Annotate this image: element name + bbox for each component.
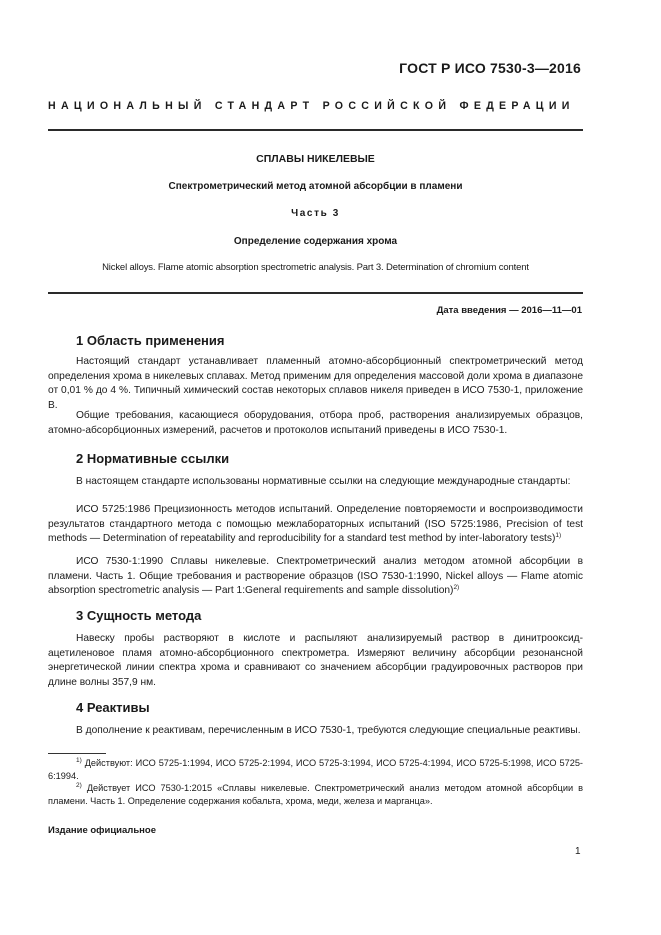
section-1-paragraph-1: Настоящий стандарт устанавливает пламенный атомно-абсорбционный спектрометрический метод определения хрома в никелевых сплавах. Метод применим для определения массовой доли хрома в диапазоне от 0,01 % до 4 %. Типичный химический состав некоторых сплавов никеля приведен в ИСО 7530-1, приложение В. (48, 356, 583, 411)
footnote-2 (48, 782, 583, 807)
footnote-text: Действуют: ИСО 5725-1:1994, ИСО 5725-2:1994, ИСО 5725-3:1994, ИСО 5725-4:1994, ИСО 5725-5:1998, ИСО 5725-6:1994. (48, 758, 583, 781)
subject-title: Определение содержания хрома (233, 236, 398, 247)
english-title: Nickel alloys. Flame atomic absorption spectrometric analysis. Part 3. Determination of chromium content (102, 262, 529, 273)
introduction-date: Дата введения — 2016—11—01 (436, 305, 582, 316)
title-rule (48, 292, 583, 294)
footnote-separator (48, 753, 106, 754)
document-title: СПЛАВЫ НИКЕЛЕВЫЕ (256, 153, 375, 165)
section-3-heading: 3 Сущность метода (76, 608, 202, 623)
section-4-paragraph-1: В дополнение к реактивам, перечисленным в ИСО 7530-1, требуются следующие специальные реактивы. (76, 725, 581, 736)
section-1-heading: 1 Область применения (76, 333, 225, 348)
official-edition-label: Издание официальное (48, 825, 156, 836)
section-2-paragraph-1: В настоящем стандарте использованы нормативные ссылки на следующие международные стандарты: (76, 476, 571, 487)
footnote-mark: 1) (76, 757, 82, 764)
footnote-1 (48, 757, 583, 782)
part-title: Часть 3 (291, 208, 340, 219)
footnote-mark: 2) (453, 584, 460, 592)
footnote-mark: 1) (555, 532, 562, 540)
method-title: Спектрометрический метод атомной абсорбции в пламени (168, 181, 463, 192)
footnote-mark: 2) (76, 782, 82, 789)
section-2-reference-iso-5725 (48, 503, 583, 547)
footnote-text: Действует ИСО 7530-1:2015 «Сплавы никелевые. Спектрометрический анализ методом атомной абсорбции в пламени. Часть 1. Определение содержания кобальта, хрома, меди, железа и марганца». (48, 783, 583, 806)
page-number: 1 (575, 846, 581, 857)
section-3-paragraph-1: Навеску пробы растворяют в кислоте и распыляют анализируемый раствор в динитрооксид-ацетиленовое пламя атомно-абсорбционного спектрометра. Измеряют величину абсорбции резонансной энергетической линии спектра хрома и сравнивают со значением абсорбции градуировочных растворов при длине волны 357,9 нм. (48, 633, 583, 688)
section-1-paragraph-2: Общие требования, касающиеся оборудования, отбора проб, растворения анализируемых образцов, атомно-абсорбционных измерений, расчетов и протоколов испытаний приведены в ИСО 7530-1. (48, 410, 583, 436)
standard-code: ГОСТ Р ИСО 7530-3—2016 (399, 60, 581, 76)
reference-text: ИСО 5725:1986 Прецизионность методов испытаний. Определение повторяемости и воспроизводимости результатов стандартного метода с помощью межлабораторных испытаний (ISO 5725:1986, Precision of test methods — Determination of repeatability and reproducibility for a standard test method by inter-laboratory tests) (48, 504, 583, 545)
top-rule (48, 129, 583, 131)
section-4-heading: 4 Реактивы (76, 700, 150, 715)
national-standard-title: НАЦИОНАЛЬНЫЙ СТАНДАРТ РОССИЙСКОЙ ФЕДЕРАЦИИ (48, 100, 575, 112)
section-2-heading: 2 Нормативные ссылки (76, 451, 230, 466)
reference-text: ИСО 7530-1:1990 Сплавы никелевые. Спектрометрический анализ методом атомной абсорбции в пламени. Часть 1. Общие требования и растворение образцов (ISO 7530-1:1990, Nickel alloys — Flame atomic absorption spectrometric analysis — Part 1:General requirements and sample dissolution) (48, 556, 583, 597)
section-2-reference-iso-7530-1 (48, 555, 583, 599)
